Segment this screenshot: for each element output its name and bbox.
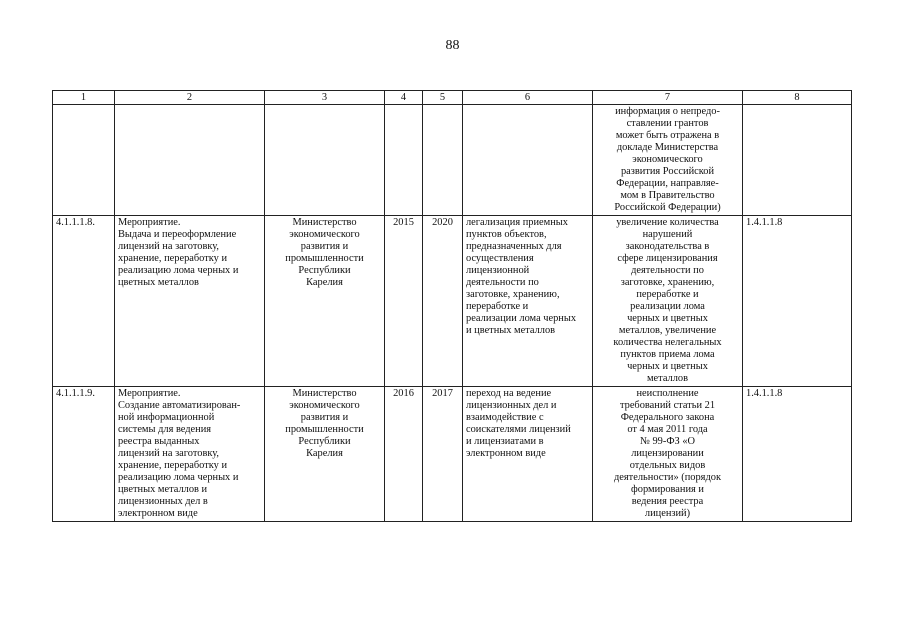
cell-line: деятельности по: [631, 265, 704, 276]
cell-line: соискателями лицензий: [466, 424, 571, 435]
cell-line: лицензионной: [466, 265, 530, 276]
cell-link: 1.4.1.1.8: [743, 216, 852, 387]
cell-line: лицензий): [644, 508, 691, 519]
header-col-7: 7: [593, 91, 743, 105]
cell-line: может быть отражена в: [615, 130, 720, 141]
cell-line: Создание автоматизирован-: [118, 400, 241, 411]
cell-line: законодательства в: [625, 241, 710, 252]
cell-line: пунктов объектов,: [466, 229, 547, 240]
cell-line: Карелия: [306, 277, 343, 288]
cell-line: Федерации, направляе-: [616, 178, 719, 189]
header-col-5: 5: [423, 91, 463, 105]
cell-line: отдельных видов: [629, 460, 706, 471]
cell-line: Выдача и переоформление: [118, 229, 237, 240]
cell-expected-result: [463, 387, 593, 522]
cell-line: № 99-ФЗ «О: [639, 436, 696, 447]
cell-line: хранение, переработку и: [118, 253, 228, 264]
cell-expected-result: [463, 216, 593, 387]
cell-line: лицензировании: [631, 448, 704, 459]
cell-line: пунктов приема лома: [620, 349, 715, 360]
cell-line: Федерального закона: [620, 412, 715, 423]
header-col-4: 4: [385, 91, 423, 105]
cell-executor: [265, 387, 385, 522]
cell-line: металлов, увеличение: [618, 325, 717, 336]
cell-line: Республики: [298, 436, 351, 447]
cell-line: информация о непредо-: [615, 106, 720, 117]
cell-line: электронном виде: [118, 508, 198, 519]
cell-line: докладе Министерства: [616, 142, 719, 153]
cell-line: лицензий на заготовку,: [118, 448, 220, 459]
cell-end-year: [423, 105, 463, 216]
cell-code: [53, 105, 115, 216]
cell-line: ставлении грантов: [626, 118, 709, 129]
cell-line: промышленности: [285, 424, 364, 435]
cell-line: цветных металлов: [118, 277, 199, 288]
cell-line: Российской Федерации): [614, 202, 721, 213]
cell-line: реестра выданных: [118, 436, 200, 447]
cell-executor: [265, 216, 385, 387]
cell-line: неисполнение: [636, 388, 699, 399]
header-col-3: 3: [265, 91, 385, 105]
cell-line: реализации лома: [630, 301, 705, 312]
cell-line: лицензионных дел и: [466, 400, 557, 411]
cell-line: реализацию лома черных и: [118, 265, 239, 276]
cell-line: черных и цветных: [627, 313, 708, 324]
cell-line: и лицензиатами в: [466, 436, 544, 447]
cell-measure: [115, 216, 265, 387]
cell-line: ной информационной: [118, 412, 215, 423]
plan-table: [52, 90, 852, 522]
cell-start-year: [385, 105, 423, 216]
header-col-1: 1: [53, 91, 115, 105]
cell-start-year: 2016: [385, 387, 423, 522]
cell-line: формирования и: [631, 484, 704, 495]
cell-code: 4.1.1.1.8.: [53, 216, 115, 387]
cell-line: хранение, переработку и: [118, 460, 228, 471]
cell-line: и цветных металлов: [466, 325, 556, 336]
cell-line: сфере лицензирования: [617, 253, 718, 264]
cell-line: заготовке, хранению,: [620, 277, 715, 288]
cell-line: легализация приемных: [466, 217, 568, 228]
cell-line: экономического: [632, 154, 703, 165]
cell-measure: [115, 105, 265, 216]
cell-executor: [265, 105, 385, 216]
cell-line: увеличение количества: [616, 217, 719, 228]
cell-line: Карелия: [306, 448, 343, 459]
cell-link: 1.4.1.1.8: [743, 387, 852, 522]
cell-line: реализации лома черных: [466, 313, 577, 324]
table-row: [53, 216, 852, 387]
cell-line: осуществления: [466, 253, 534, 264]
table-body: [53, 105, 852, 522]
cell-line: экономического: [289, 400, 360, 411]
cell-line: развития и: [300, 412, 349, 423]
header-col-8: 8: [743, 91, 852, 105]
cell-line: экономического: [289, 229, 360, 240]
cell-expected-result: [463, 105, 593, 216]
cell-measure: [115, 387, 265, 522]
table-row: [53, 105, 852, 216]
cell-line: черных и цветных: [627, 361, 708, 372]
cell-code: 4.1.1.1.9.: [53, 387, 115, 522]
cell-line: переработке и: [466, 301, 529, 312]
cell-line: лицензий на заготовку,: [118, 241, 220, 252]
cell-line: предназначенных для: [466, 241, 562, 252]
cell-line: лицензионных дел в: [118, 496, 208, 507]
cell-line: деятельности по: [466, 277, 539, 288]
cell-link: [743, 105, 852, 216]
cell-line: деятельности» (порядок: [614, 472, 721, 483]
cell-end-year: 2017: [423, 387, 463, 522]
cell-line: системы для ведения: [118, 424, 212, 435]
cell-line: количества нелегальных: [613, 337, 722, 348]
cell-line: развития и: [300, 241, 349, 252]
cell-line: электронном виде: [466, 448, 546, 459]
cell-line: от 4 мая 2011 года: [627, 424, 708, 435]
cell-line: промышленности: [285, 253, 364, 264]
header-col-6: 6: [463, 91, 593, 105]
cell-line: нарушений: [642, 229, 693, 240]
cell-line: Мероприятие.: [118, 388, 181, 399]
cell-line: заготовке, хранению,: [466, 289, 560, 300]
cell-line: Мероприятие.: [118, 217, 181, 228]
cell-line: требований статьи 21: [619, 400, 716, 411]
cell-line: металлов: [646, 373, 689, 384]
cell-line: мом в Правительство: [620, 190, 715, 201]
cell-line: Министерство: [292, 388, 357, 399]
cell-line: взаимодействие с: [466, 412, 544, 423]
cell-line: переход на ведение: [466, 388, 552, 399]
page-number: 88: [445, 38, 460, 53]
cell-line: реализацию лома черных и: [118, 472, 239, 483]
table-row: [53, 387, 852, 522]
cell-line: Министерство: [292, 217, 357, 228]
cell-consequence: [593, 216, 743, 387]
cell-line: ведения реестра: [631, 496, 704, 507]
header-col-2: 2: [115, 91, 265, 105]
cell-end-year: 2020: [423, 216, 463, 387]
cell-start-year: 2015: [385, 216, 423, 387]
cell-consequence: [593, 105, 743, 216]
cell-line: переработке и: [636, 289, 699, 300]
cell-line: Республики: [298, 265, 351, 276]
cell-line: цветных металлов и: [118, 484, 208, 495]
cell-consequence: [593, 387, 743, 522]
header-row: [53, 91, 852, 105]
cell-line: развития Российской: [620, 166, 715, 177]
